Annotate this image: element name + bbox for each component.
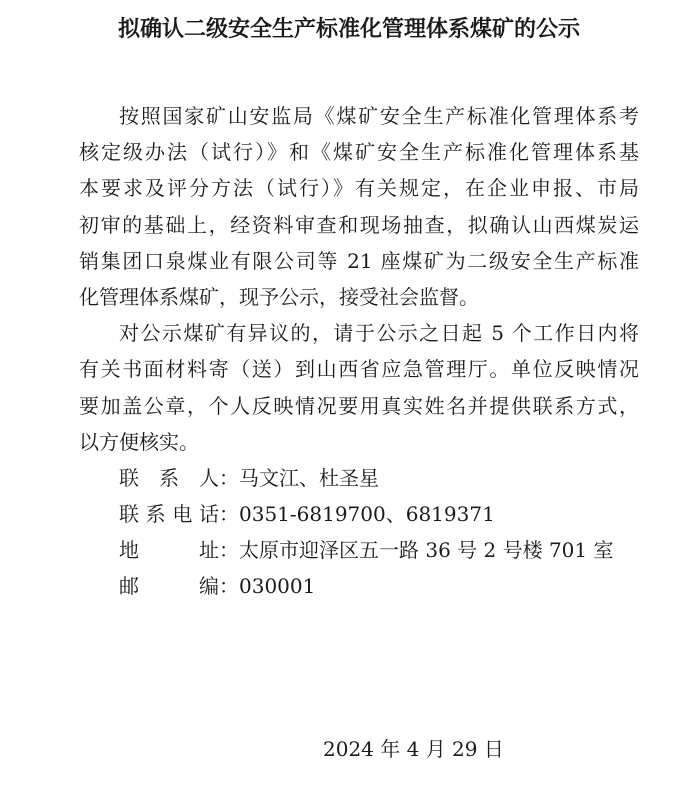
paragraph-line: 要加盖公章，个人反映情况要用真实姓名并提供联系方式，: [79, 393, 639, 418]
contact-label: 联系人: [119, 465, 219, 490]
paragraph-line: 按照国家矿山安监局《煤矿安全生产标准化管理体系考: [119, 104, 639, 128]
contact-value: 太原市迎泽区五一路 36 号 2 号楼 701 室: [239, 538, 614, 563]
contact-phone-row: [79, 496, 639, 532]
contact-postcode-row: [79, 568, 639, 604]
contact-colon: ：: [219, 538, 239, 563]
paragraph-line: 初审的基础上，经资料审查和现场抽查，拟确认山西煤炭运: [79, 212, 639, 237]
contact-colon: ：: [219, 574, 239, 599]
contact-value: 0351-6819700、6819371: [239, 502, 495, 527]
paragraph-line: 销集团口泉煤业有限公司等 21 座煤矿为二级安全生产标准: [79, 248, 639, 273]
paragraph-line: 有关书面材料寄（送）到山西省应急管理厅。单位反映情况: [79, 357, 639, 382]
contact-address-row: [79, 532, 639, 568]
document-title: 拟确认二级安全生产标准化管理体系煤矿的公示: [117, 17, 580, 42]
paragraph-line: 化管理体系煤矿，现予公示，接受社会监督。: [79, 284, 479, 309]
paragraph-line: 核定级办法（试行）》和《煤矿安全生产标准化管理体系基: [79, 140, 639, 165]
contact-label: 邮编: [119, 574, 219, 599]
contact-person-row: [79, 460, 639, 496]
contact-label: 联系电话: [119, 502, 219, 527]
paragraph-line: 以方便核实。: [79, 429, 199, 454]
document-date: 2024 年 4 月 29 日: [323, 737, 504, 761]
contact-label: 地址: [119, 538, 219, 563]
contact-colon: ：: [219, 465, 239, 490]
paragraph-line: 本要求及评分方法（试行）》有关规定，在企业申报、市局: [79, 176, 639, 201]
contact-value: 030001: [239, 574, 316, 599]
contact-colon: ：: [219, 502, 239, 527]
paragraph-line: 对公示煤矿有异议的，请于公示之日起 5 个工作日内将: [119, 321, 639, 346]
document-body: [79, 98, 639, 605]
contact-value: 马文江、杜圣星: [239, 465, 379, 490]
paragraph-objection: [79, 315, 639, 460]
paragraph-announcement: [79, 98, 639, 315]
contact-block: [79, 460, 639, 605]
